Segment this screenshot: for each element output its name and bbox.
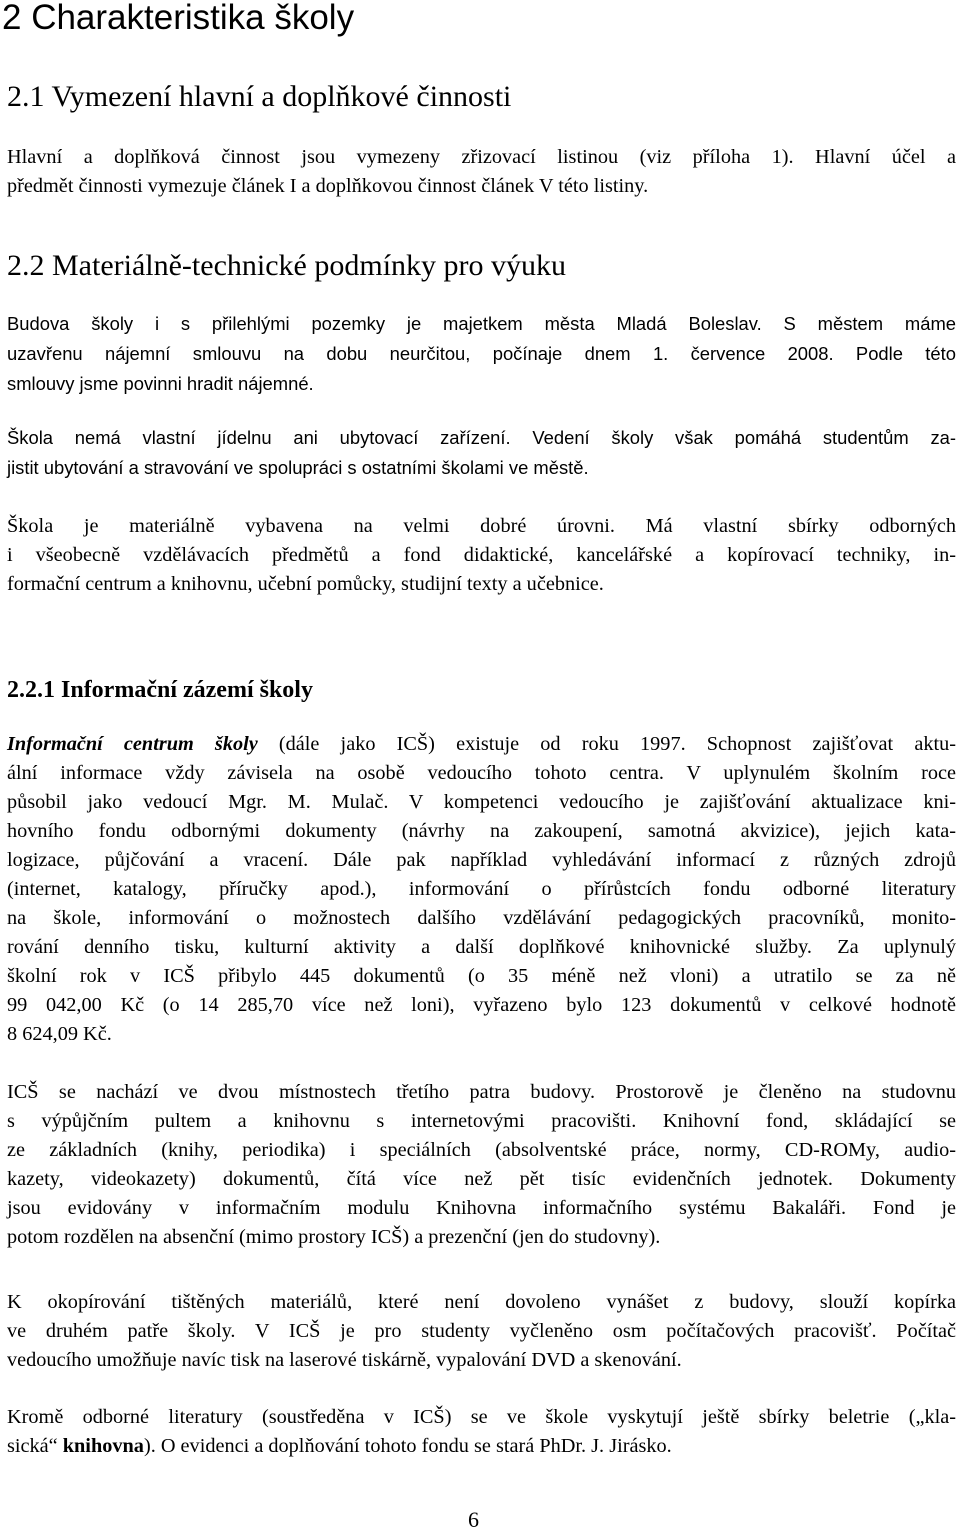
section-number: 2.1	[7, 80, 45, 113]
paragraph-canteen	[7, 423, 956, 482]
subsection-heading-2-2-1	[7, 673, 313, 707]
page-number: 6	[468, 1507, 479, 1532]
text-line: K okopírování tištěných materiálů, které není dovoleno vynášet z budovy, slouží kopírka	[7, 1291, 956, 1313]
text-run: (dále jako ICŠ) existuje od roku 1997. Schopnost zajišťovat aktu-	[257, 733, 956, 755]
paragraph-fiction	[7, 1403, 956, 1461]
text-line: Budova školy i s přilehlými pozemky je majetkem města Mladá Boleslav. S městem máme	[7, 313, 956, 334]
text-line: smlouvy jsme povinni hradit nájemné.	[7, 373, 314, 394]
text-line: kazety, videokazety) dokumentů, čítá více než pět tisíc evidenčních jednotek. Dokumenty	[7, 1168, 956, 1190]
paragraph-info-centre	[7, 730, 956, 1049]
text-line: jistit ubytování a stravování ve spolupráci s ostatními školami ve městě.	[7, 456, 589, 478]
text-line: logizace, půjčování a vracení. Dále pak například vyhledávání informací z různých zdrojů	[7, 849, 956, 871]
text-line: i všeobecně vzdělávacích předmětů a fond didaktické, kancelářské a kopírovací techniky, in-	[7, 544, 956, 566]
section-heading-2-2	[7, 246, 566, 286]
text-line: s výpůjčním pultem a knihovnu s internetovými pracovišti. Knihovní fond, skládající se	[7, 1110, 956, 1132]
paragraph-building	[7, 309, 956, 399]
paragraph-equipment	[7, 512, 956, 599]
text-line: 8 624,09 Kč.	[7, 1023, 112, 1045]
library-term: knihovna	[62, 1435, 144, 1457]
text-line: ze základních (knihy, periodika) i speciálních (absolventské práce, normy, CD-ROMy, audio-	[7, 1139, 956, 1161]
text-line	[7, 1432, 956, 1461]
text-run: sická“	[7, 1435, 63, 1457]
text-line: uzavřenu nájemní smlouvu na dobu neurčitou, počínaje dnem 1. července 2008. Podle této	[7, 343, 956, 364]
text-line: školní rok v ICŠ přibylo 445 dokumentů (o 35 méně než vloni) a utratilo se za ně	[7, 965, 956, 987]
text-line: jsou evidovány v informačním modulu Knihovna informačního systému Bakaláři. Fond je	[7, 1197, 956, 1219]
section-number: 2.2.1	[7, 677, 55, 703]
text-line: vedoucího umožňuje navíc tisk na laserové tiskárně, vypalování DVD a skenování.	[7, 1349, 682, 1371]
text-line: Kromě odborné literatury (soustředěna v ICŠ) se ve škole vyskytují ještě sbírky beletrie („kla-	[7, 1406, 956, 1428]
text-line: ve druhém patře školy. V ICŠ je pro studenty vyčleněno osm počítačových pracovišť. Počítač	[7, 1320, 956, 1342]
text-line: (internet, katalogy, příručky apod.), informování o přírůstcích fondu odborné literatury	[7, 878, 956, 900]
text-line: ální informace vždy závisela na osobě vedoucího tohoto centra. V uplynulém školním roce	[7, 762, 956, 784]
text-line: působil jako vedoucí Mgr. M. Mulač. V kompetenci vedoucího je zajišťování aktualizace kni-	[7, 791, 956, 813]
text-line: rování denního tisku, kulturní aktivity a další doplňkové knihovnické služby. Za uplynulý	[7, 936, 956, 958]
paragraph-activities	[7, 143, 956, 201]
section-number: 2.2	[7, 249, 45, 282]
text-line: Škola je materiálně vybavena na velmi dobré úrovni. Má vlastní sbírky odborných	[7, 515, 956, 537]
text-line: 99 042,00 Kč (o 14 285,70 více než loni), vyřazeno bylo 123 dokumentů v celkové hodnotě	[7, 994, 956, 1016]
text-line: potom rozdělen na absenční (mimo prostory ICŠ) a prezenční (jen do studovny).	[7, 1226, 661, 1248]
paragraph-rooms	[7, 1078, 956, 1252]
text-line: na škole, informování o možnostech dalšího vzdělávání pedagogických pracovníků, monito-	[7, 907, 956, 929]
text-line: hovního fondu odbornými dokumenty (návrhy na zakoupení, samotná akvizice), jejich kata-	[7, 820, 956, 842]
info-centre-term: Informační centrum školy	[7, 733, 258, 755]
text-run: ). O evidenci a doplňování tohoto fondu se stará PhDr. J. Jirásko.	[143, 1435, 672, 1457]
text-line: předmět činnosti vymezuje článek I a doplňkovou činnost článek V této listiny.	[7, 175, 649, 197]
section-heading-2-1	[7, 77, 511, 117]
section-title: Vymezení hlavní a doplňkové činnosti	[51, 80, 512, 113]
page-title: 2 Charakteristika školy	[2, 0, 355, 37]
text-line: formační centrum a knihovnu, učební pomůcky, studijní texty a učebnice.	[7, 573, 604, 595]
text-line	[7, 730, 956, 759]
text-line: ICŠ se nachází ve dvou místnostech třetího patra budovy. Prostorově je členěno na studovnu	[7, 1081, 956, 1103]
section-title: Materiálně-technické podmínky pro výuku	[52, 249, 567, 282]
text-line: Hlavní a doplňková činnost jsou vymezeny zřizovací listinou (viz příloha 1). Hlavní účel a	[7, 146, 956, 168]
section-title: Informační zázemí školy	[61, 677, 313, 703]
text-line: Škola nemá vlastní jídelnu ani ubytovací zařízení. Vedení školy však pomáhá studentům za-	[7, 427, 956, 448]
paragraph-copying	[7, 1288, 956, 1375]
